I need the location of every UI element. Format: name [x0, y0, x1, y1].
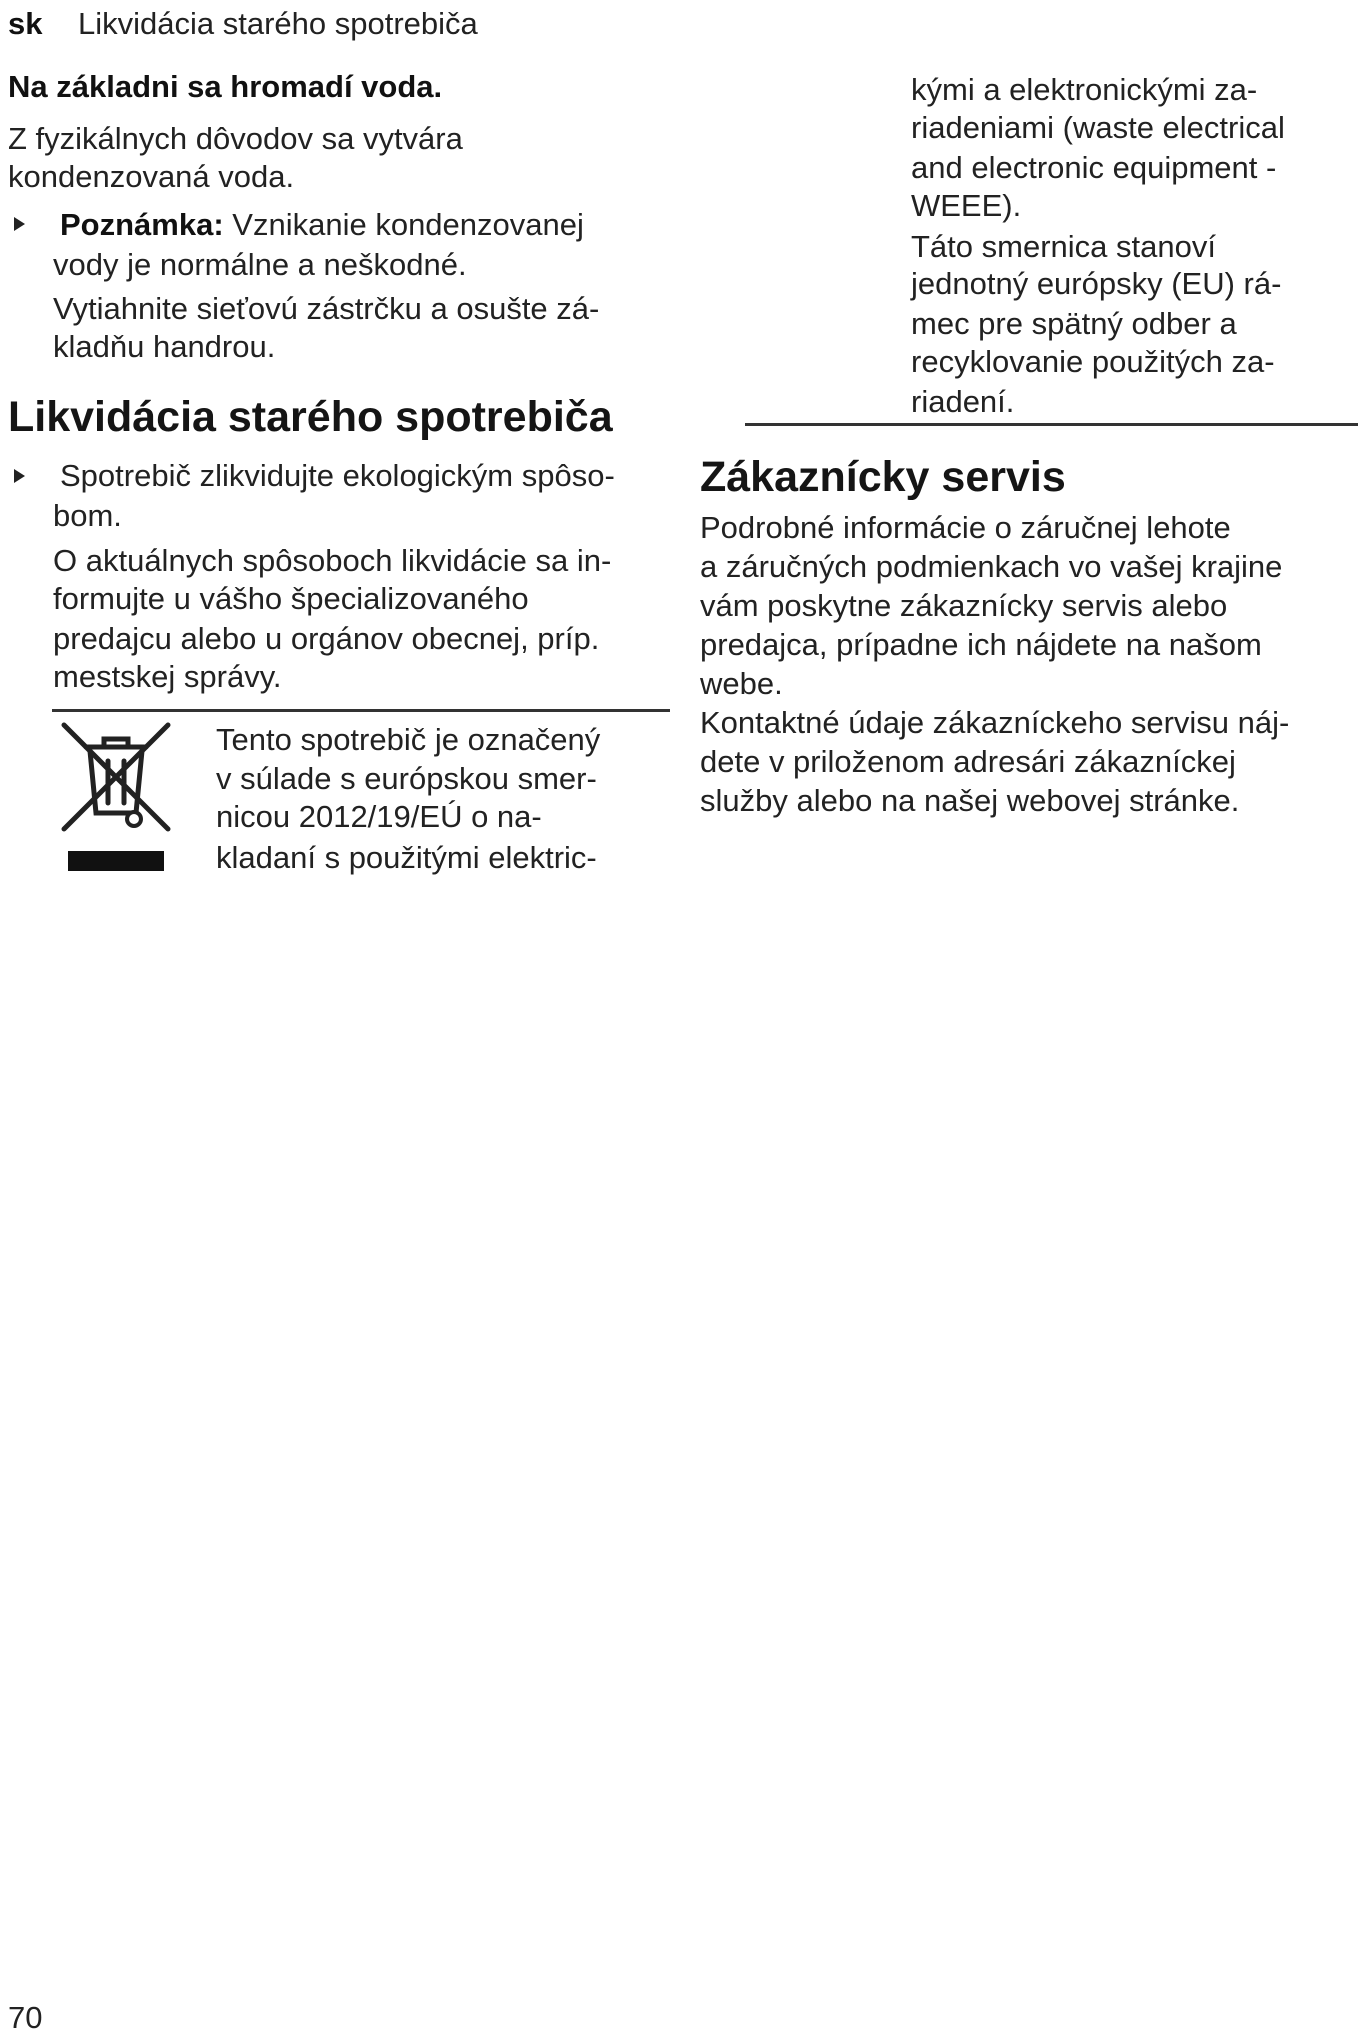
weee-cont-line: Táto smernica stanoví — [911, 229, 1216, 264]
note-label: Poznámka: — [60, 207, 224, 242]
language-code: sk — [8, 6, 43, 41]
weee-line: nicou 2012/19/EÚ o na- — [216, 799, 542, 834]
note-text: Vznikanie kondenzovanej — [232, 207, 584, 242]
service-line: a záručných podmienkach vo vašej krajine — [700, 549, 1283, 584]
disposal-step-line: bom. — [53, 498, 122, 533]
service-line: dete v priloženom adresári zákazníckej — [700, 744, 1236, 779]
weee-cont-line: recyklovanie použitých za- — [911, 344, 1275, 379]
disposal-step-line: Spotrebič zlikvidujte ekologickým spôso- — [60, 458, 615, 493]
service-line: vám poskytne zákaznícky servis alebo — [700, 588, 1228, 623]
weee-divider — [52, 709, 670, 712]
disposal-info-line: predajcu alebo u orgánov obecnej, príp. — [53, 621, 600, 656]
service-line: Kontaktné údaje zákazníckeho servisu náj- — [700, 705, 1290, 740]
issue-heading: Na základni sa hromadí voda. — [8, 69, 443, 104]
bullet-icon — [14, 469, 25, 483]
service-line: služby alebo na našej webovej stránke. — [700, 783, 1240, 818]
remedy-line: kladňu handrou. — [53, 329, 276, 364]
weee-line: v súlade s európskou smer- — [216, 761, 597, 796]
disposal-info-line: mestskej správy. — [53, 659, 282, 694]
note-line — [60, 205, 584, 244]
service-line: webe. — [700, 666, 783, 701]
header-title: Likvidácia starého spotrebiča — [78, 6, 478, 41]
weee-cont-line: and electronic equipment - — [911, 150, 1277, 185]
weee-cont-line: riadení. — [911, 384, 1015, 419]
weee-cont-line: WEEE). — [911, 188, 1022, 223]
disposal-heading: Likvidácia starého spotrebiča — [8, 393, 613, 441]
service-line: predajca, prípadne ich nájdete na našom — [700, 627, 1262, 662]
note-line: vody je normálne a neškodné. — [53, 247, 467, 282]
remedy-line: Vytiahnite sieťovú zástrčku a osušte zá- — [53, 291, 600, 326]
service-heading: Zákaznícky servis — [700, 453, 1066, 501]
weee-cont-line: jednotný európsky (EU) rá- — [911, 266, 1282, 301]
page-number: 70 — [8, 2000, 43, 2035]
cause-line: kondenzovaná voda. — [8, 159, 295, 194]
weee-cont-line: mec pre spätný odber a — [911, 306, 1237, 341]
disposal-info-line: formujte u vášho špecializovaného — [53, 581, 529, 616]
bullet-icon — [14, 217, 25, 231]
service-line: Podrobné informácie o záručnej lehote — [700, 510, 1231, 545]
cause-line: Z fyzikálnych dôvodov sa vytvára — [8, 121, 463, 156]
running-header — [8, 4, 708, 44]
weee-cont-line: riadeniami (waste electrical — [911, 110, 1285, 145]
weee-line: kladaní s použitými elektric- — [216, 840, 597, 875]
disposal-info-line: O aktuálnych spôsoboch likvidácie sa in- — [53, 543, 612, 578]
section-divider — [745, 423, 1358, 426]
weee-cont-line: kými a elektronickými za- — [911, 72, 1258, 107]
weee-line: Tento spotrebič je označený — [216, 722, 601, 757]
crossed-out-wheelie-bin-icon — [56, 717, 176, 877]
